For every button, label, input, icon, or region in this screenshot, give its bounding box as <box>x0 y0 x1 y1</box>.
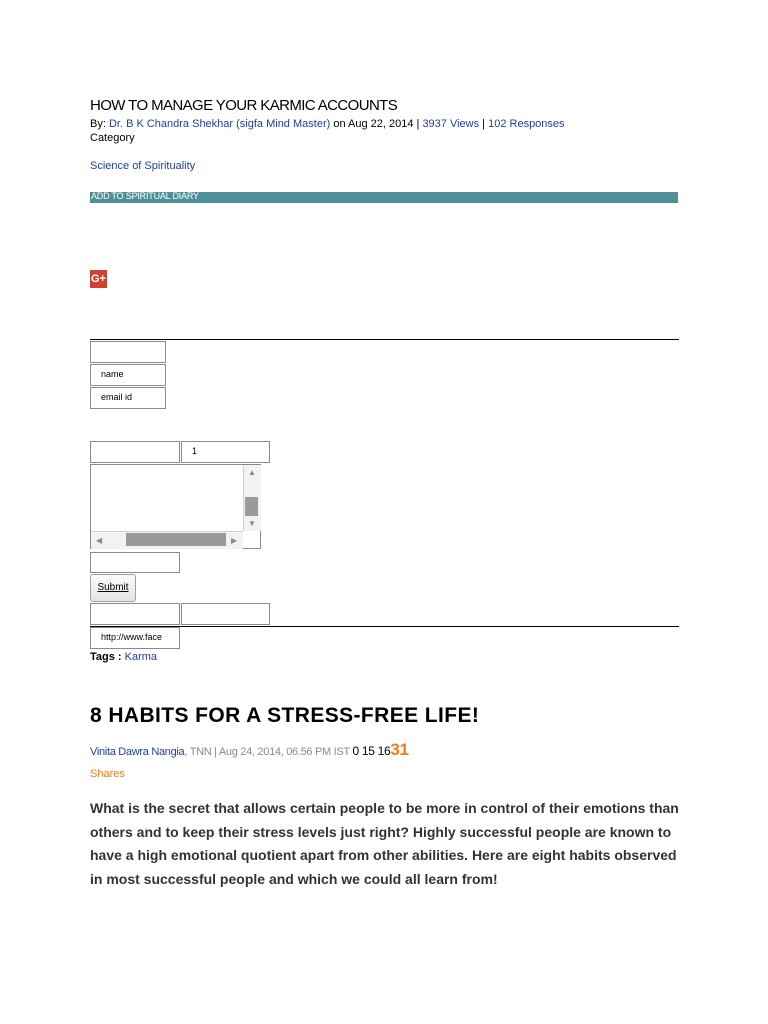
responses-link[interactable]: 102 Responses <box>488 118 565 130</box>
category-link[interactable]: Science of Spirituality <box>90 160 196 172</box>
form-field-a[interactable] <box>90 603 180 625</box>
post-date: on Aug 22, 2014 | <box>330 118 423 130</box>
name-field[interactable]: name <box>90 364 166 386</box>
scroll-left-icon[interactable]: ◀ <box>96 536 103 545</box>
form-field-b[interactable] <box>181 603 270 625</box>
horizontal-scroll-thumb[interactable] <box>126 533 226 546</box>
views-link[interactable]: 3937 Views <box>422 118 480 130</box>
captcha-field[interactable] <box>90 441 180 463</box>
email-field[interactable]: email id <box>90 387 166 409</box>
add-to-diary-label: ADD TO SPIRITUAL DIARY <box>91 191 199 201</box>
article-title: HOW TO MANAGE YOUR KARMIC ACCOUNTS <box>90 97 398 114</box>
add-to-diary-bar[interactable] <box>90 192 678 203</box>
scroll-right-icon[interactable]: ▶ <box>231 536 238 545</box>
url-field[interactable]: http://www.face <box>90 627 180 649</box>
category-label: Category <box>90 132 135 144</box>
story-meta-text: , TNN | Aug 24, 2014, 06.56 PM IST <box>184 746 353 758</box>
submit-button[interactable] <box>90 574 136 602</box>
google-plus-icon[interactable]: G+ <box>90 270 107 288</box>
separator: | <box>479 118 489 130</box>
scroll-down-icon[interactable]: ▼ <box>248 519 256 528</box>
submit-label: Submit <box>97 582 129 593</box>
story-paragraph: What is the secret that allows certain people to be more in control of their emotions than others and to keep their stress levels just right? Highly successful people are known to have a high emotional quotient apart from other abilities. Here are eight habits observed in most successful people and which we could all learn from! <box>90 800 679 887</box>
share-counts: 0 15 16 <box>352 744 391 758</box>
tags-row <box>90 651 157 663</box>
author-link[interactable]: Dr. B K Chandra Shekhar (sigfa Mind Master) <box>108 118 331 130</box>
tags-label: Tags : <box>90 651 122 663</box>
shares-label: Shares <box>90 768 125 780</box>
scroll-up-icon[interactable]: ▲ <box>248 468 256 477</box>
vertical-scroll-thumb[interactable] <box>245 497 258 516</box>
counter-field[interactable]: 1 <box>181 441 270 463</box>
hidden-input-field[interactable] <box>90 552 180 573</box>
story-meta <box>90 740 409 760</box>
story-author-link[interactable]: Vinita Dawra Nangia <box>90 746 185 758</box>
tag-karma-link[interactable]: Karma <box>124 651 158 663</box>
byline <box>90 118 565 130</box>
divider-top <box>90 339 679 340</box>
comment-field-1[interactable] <box>90 341 166 363</box>
share-total: 31 <box>390 740 409 759</box>
story-headline: 8 HABITS FOR A STRESS-FREE LIFE! <box>90 704 480 727</box>
by-prefix: By: <box>90 118 109 130</box>
